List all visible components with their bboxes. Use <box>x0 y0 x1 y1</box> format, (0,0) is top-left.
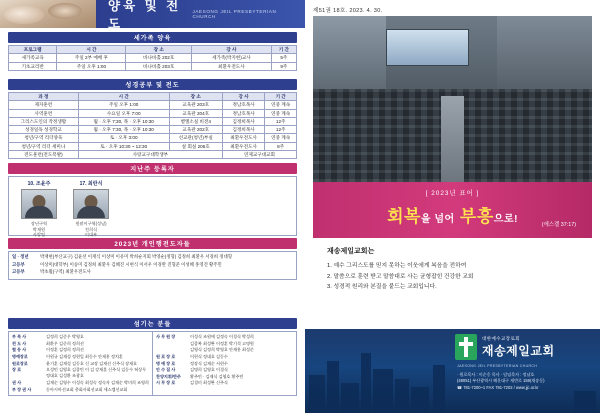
cell: 연중 계속 <box>265 109 297 117</box>
theme-word-1: 회복 <box>387 207 421 226</box>
table-row <box>9 142 297 150</box>
row-value: 김종복 최성완 이정훈 박기석 고명원 <box>190 340 254 346</box>
year-theme-banner <box>313 182 592 238</box>
registrant-meta2: 박재원 <box>32 226 46 232</box>
list-item <box>156 347 293 353</box>
col-place: 장 소 <box>169 93 222 101</box>
section-bible-study <box>8 79 297 159</box>
registrant-photo <box>21 189 57 219</box>
cell: 제자훈련 <box>9 101 79 109</box>
registrant-name: 조윤주 <box>35 181 51 187</box>
bible-reference: (에스겔 37:17) <box>541 222 576 228</box>
banner-english: JAESONG JEIL PRESBYTERIAN CHURCH <box>192 9 277 19</box>
col-period: 기 간 <box>265 93 297 101</box>
church-name: 재송제일교회 <box>482 343 555 358</box>
cell: 그리스도인의 작정생활 <box>9 117 79 125</box>
cell: 최환우전도사 <box>222 134 265 142</box>
row-value: 최환우 김준희 정희선 <box>46 340 84 346</box>
cell: 김정희목사 <box>222 117 265 125</box>
row-key: 부 장 권 사 <box>12 386 32 392</box>
servants-column-left <box>9 332 152 395</box>
list-item <box>156 334 293 340</box>
row-value: 황주민 · 김재식 김영호 황주민 <box>190 373 244 379</box>
row-key: 시 무 장 로 <box>156 380 176 386</box>
right-page <box>305 0 600 413</box>
col-program: 프로그램 <box>9 46 57 54</box>
row-key: 권 사 <box>12 379 22 385</box>
page-banner <box>96 0 305 31</box>
list-item <box>156 367 293 373</box>
list-item <box>156 361 293 367</box>
cell: 12주 <box>265 126 297 134</box>
contact-line-3: ☎ 781-7200~1 FAX 781-7202 / www.jjc.or.kr <box>457 384 539 390</box>
col-place: 장 소 <box>126 46 192 54</box>
cell: 8주 <box>265 142 297 150</box>
row-value: 김영식 김정희 박영호 안재홍 최성준 <box>190 347 254 353</box>
row-key: 고등부 <box>12 269 25 275</box>
col-teacher: 강 사 <box>222 93 265 101</box>
cell: 연제교구대교회 <box>222 150 296 158</box>
cell: 월 · 오후 7:30, 목 · 오후 10:30 <box>78 126 169 134</box>
decorative-photo <box>0 0 96 28</box>
cell: 벧엘소실 비전4 <box>169 117 222 125</box>
row-value: 박재현(부산교구) 김윤선 이재식 이상미 이유미 박희순지회 박영순(정형) 김정희 최환우 서경희 정대형 <box>40 254 232 259</box>
row-key: 장 로 <box>12 367 22 373</box>
banner-title: 양육 및 전도 <box>108 0 182 31</box>
row-key <box>156 347 190 353</box>
row-key: 일 · 정년 <box>12 254 29 259</box>
row-key: 명 예 장 로 <box>156 360 176 366</box>
contact-line-1: · 원로목사 : 이순웅 목사 · 담임목사 : 정남호 <box>457 371 535 377</box>
cell: 김정희목사 <box>222 126 265 134</box>
list-item <box>12 341 149 347</box>
table-header-row <box>9 93 297 101</box>
cell: 수요일 오후 7:00 <box>78 109 169 117</box>
row-key: 사 무 원 장 <box>156 334 176 339</box>
section-personal-evangelists <box>8 238 297 280</box>
row-value: 윤기훈 김재성 김동호 신 교장 김재선 신주식 장재호 <box>46 360 138 366</box>
contact-line-2: (48051) 부산광역시 해운대구 재반로 159(재송동) <box>457 378 545 384</box>
col-teacher: 강 사 <box>191 46 271 54</box>
theme-word-2: 부흥 <box>459 207 494 226</box>
cross-icon <box>455 334 477 360</box>
cell: 주일 2부 예배 후 <box>57 54 126 62</box>
registrant-meta3: 사랑팀 <box>32 232 46 238</box>
cell: 세가족(박지현)교사 <box>191 54 271 62</box>
col-time: 시 간 <box>78 93 169 101</box>
list-item <box>12 354 149 360</box>
registrant-meta1: 원팔이구역(성남) <box>75 221 107 226</box>
registrant-card <box>65 180 117 238</box>
cell: 살 회실 205호 <box>169 142 222 150</box>
congregation-photo <box>313 16 592 182</box>
row-value: 이상미(대학부) 이승미 김정희 최환우 김혜진 시현식 이서우 이경완 진형준 이성혜 홍영견 황주민 <box>40 261 222 267</box>
cell: 최환우전도사 <box>222 142 265 150</box>
cell: 연중 계속 <box>265 101 297 109</box>
registrant-photo <box>73 189 109 219</box>
church-logo <box>455 332 595 362</box>
registrant-card <box>13 180 65 238</box>
row-value: 이원규 김재성 정현일 최동수 안재홍 정치훈 <box>46 353 123 359</box>
list-item <box>12 380 149 386</box>
list-item <box>12 367 149 379</box>
row-value: 이정훈 김정희 정희선 <box>46 347 84 353</box>
list-item <box>156 341 293 347</box>
list-item <box>12 262 293 269</box>
table-header-row <box>9 46 297 54</box>
registrant-index: 17. <box>79 181 87 187</box>
creed-heading: 재송제일교회는 <box>327 248 375 255</box>
row-key: 부 목 사 <box>12 334 27 339</box>
section-family-training <box>8 32 297 71</box>
section-new-registrants <box>8 163 297 236</box>
row-key: 전 도 사 <box>12 340 27 346</box>
list-item <box>12 254 293 261</box>
row-value: 동아시아선교회 총회사회선교회 세스캠선교회 <box>46 386 128 392</box>
cell: 청년/구역 리더양육 <box>9 134 79 142</box>
row-key: 원 로 장 로 <box>156 353 176 359</box>
section-heading: 세가족 양육 <box>8 32 297 43</box>
section-heading: 지난주 등록자 <box>8 163 297 174</box>
col-time: 시 간 <box>57 46 126 54</box>
table-row <box>9 117 297 125</box>
row-value: 이성식 조원애 김정숙 이경식 박성희 <box>190 334 254 339</box>
cell: 토 · 오후 10:30 ~ 12:30 <box>78 142 169 150</box>
servants-box <box>8 331 297 396</box>
church-contact <box>457 364 597 391</box>
bible-study-table <box>8 92 297 159</box>
row-key: 원로장로 <box>12 360 28 366</box>
row-value: 김명희 김영호 이경식 <box>190 367 228 373</box>
cell: 새가족교육 <box>9 54 57 62</box>
cell: 전도훈련(전도폭발) <box>9 150 79 158</box>
cell: 연중 계속 <box>265 134 297 142</box>
list-item <box>12 334 149 340</box>
table-row <box>9 126 297 134</box>
cell: 월 · 오후 7:30, 목 · 오후 10:30 <box>78 117 169 125</box>
church-creed <box>327 246 577 293</box>
evangelists-box <box>8 251 297 280</box>
cell: 청년/구역 리더 세미나 <box>9 142 79 150</box>
row-value: 박초월(구역) 최환우전도사 <box>40 269 91 275</box>
cell: 정남호목사 <box>222 109 265 117</box>
registrant-index: 10. <box>27 181 35 187</box>
cell: 주일 오후 1:00 <box>57 62 126 70</box>
section-heading: 2023년 개인행전도자들 <box>8 238 297 249</box>
table-row <box>9 150 297 158</box>
table-row <box>9 134 297 142</box>
creed-item: 1. 예수 그리스도를 믿지 못하는 이웃에게 복음을 전하여 <box>327 263 467 269</box>
cell: 바나바홀 203호 <box>126 62 192 70</box>
creed-item: 2. 말씀으로 훈련 받고 말씀대로 사는 균형잡힌 건강한 교회 <box>327 273 474 280</box>
issue-number: 제51권 18호. 2023. 4. 30. <box>313 8 383 14</box>
section-heading: 성경공부 및 전도 <box>8 79 297 90</box>
registrant-meta3: 이대부 <box>84 232 98 238</box>
cell: 바나바홀 202호 <box>126 54 192 62</box>
row-key: 고등부 <box>12 261 25 267</box>
table-row <box>9 54 297 62</box>
row-key: 협 동 사 <box>12 347 27 353</box>
row-key <box>156 341 190 347</box>
list-item <box>156 380 293 386</box>
cell: 사랑교구대학생부 <box>78 150 222 158</box>
cell: 9주 <box>271 62 296 70</box>
cell: 5주 <box>271 54 296 62</box>
cell: 성경일독 성경학교 <box>9 126 79 134</box>
row-key: 안 수 집 사 <box>156 367 176 373</box>
section-servants <box>8 318 297 396</box>
list-item <box>12 361 149 367</box>
servants-column-right <box>152 332 296 395</box>
cell: 교육관 203호 <box>169 101 222 109</box>
year-theme-label: [ 2023년 표어 ] <box>425 190 480 197</box>
cell: 사역훈련 <box>9 109 79 117</box>
row-value: 김경미 최성완 신주식 <box>190 380 228 386</box>
row-value: 오성민 김영호 김종민 이 김 강재훈 신주식 김동수 허상무 정대호 김성환 조광호 <box>46 367 147 379</box>
row-key: 찬양지휘/반주 <box>156 373 181 379</box>
list-item <box>12 347 149 353</box>
row-value: 김재순 김영수 이성숙 최성숙 정숙자 김재순 박미희 조영희 <box>46 379 149 385</box>
registrant-meta2: 전희식 <box>84 226 98 232</box>
cell: 교육관 202호 <box>169 126 222 134</box>
cell: 토 · 오후 3:00 <box>78 134 169 142</box>
list-item <box>12 387 149 393</box>
year-theme-text <box>387 202 518 227</box>
col-course: 과 정 <box>9 93 79 101</box>
row-value: 이현식 정대호 김동수 <box>190 353 228 359</box>
creed-item: 3. 성경적 원리와 본질을 붙드는 교회입니다. <box>327 284 437 291</box>
theme-connector-1: 을 넘어 <box>420 214 455 225</box>
registrants-box <box>8 176 297 236</box>
denomination-label: 대한예수교장로회 <box>482 335 520 341</box>
table-row <box>9 101 297 109</box>
cell: 정남호목사 <box>222 101 265 109</box>
cell: 12주 <box>265 117 297 125</box>
cell: 기초교리반 <box>9 62 57 70</box>
registrant-meta1: 장년구역 <box>30 221 48 226</box>
theme-connector-2: 으로! <box>493 214 518 225</box>
table-row <box>9 109 297 117</box>
row-value: 김정희 김준우 박영호 <box>46 334 84 339</box>
cell: 최환우전도사 <box>191 62 271 70</box>
family-training-table <box>8 45 297 71</box>
registrant-name: 최란식 <box>87 181 103 187</box>
cell: 교육관 204호 <box>169 109 222 117</box>
cell: 주일 오후 1:00 <box>78 101 169 109</box>
row-key: 명예장로 <box>12 353 28 359</box>
list-item <box>156 354 293 360</box>
col-period: 기 간 <box>271 46 296 54</box>
list-item <box>12 269 293 276</box>
row-value: 정장식 김재순 서현수 <box>190 360 228 366</box>
section-heading: 섬기는 분들 <box>8 318 297 329</box>
church-name-english: JAESONG JEIL PRESBYTERIAN CHURCH <box>457 364 538 368</box>
cell: 선교관(청년)부실 <box>169 134 222 142</box>
table-row <box>9 62 297 70</box>
